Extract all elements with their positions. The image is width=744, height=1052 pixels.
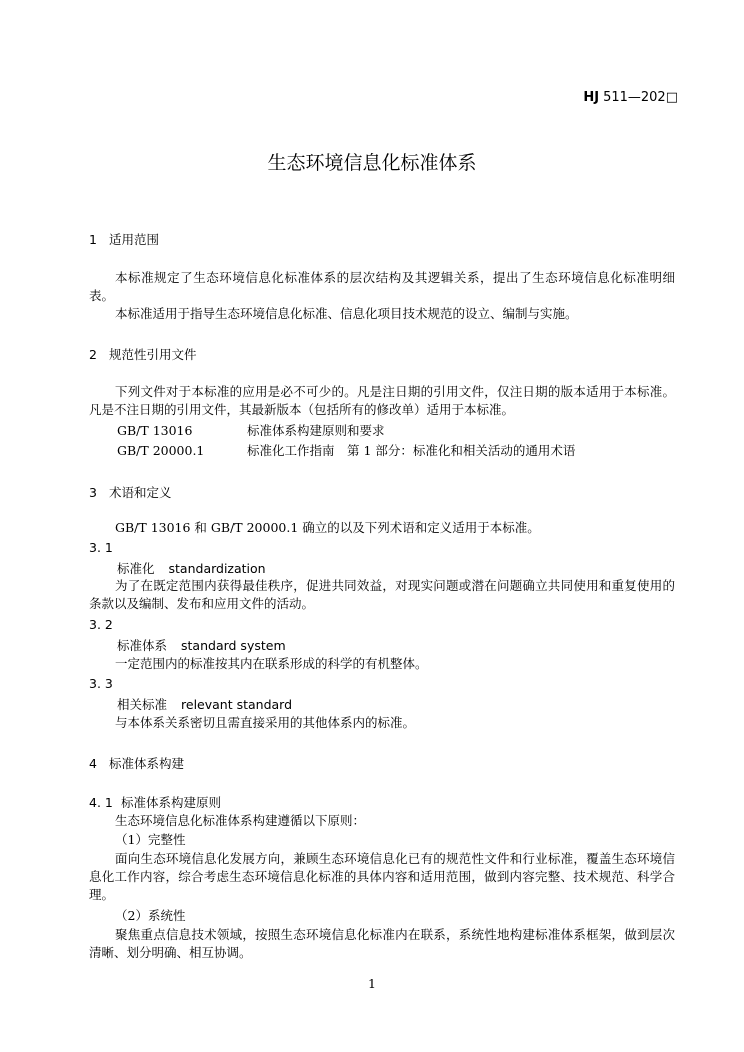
reference-title: 标准体系构建原则和要求 [247, 423, 385, 438]
paragraph: 本标准规定了生态环境信息化标准体系的层次结构及其逻辑关系，提出了生态环境信息化标准明细表。 [89, 270, 675, 303]
document-title: 生态环境信息化标准体系 [267, 152, 477, 174]
section-number: 4 [89, 756, 97, 771]
term-en: standardization [168, 561, 266, 576]
term-number: 3. 1 [89, 540, 113, 555]
term-heading [117, 695, 292, 713]
term-number: 3. 2 [89, 617, 113, 632]
principle-label: （1）完整性 [115, 832, 186, 847]
section-2-heading [89, 345, 197, 363]
term-heading [117, 636, 286, 654]
section-title: 规范性引用文件 [109, 347, 197, 362]
section-number: 3 [89, 485, 97, 500]
document-code [583, 90, 678, 105]
paragraph: 生态环境信息化标准体系构建遵循以下原则： [115, 813, 366, 828]
standard-prefix: HJ [583, 90, 600, 105]
term-en: relevant standard [181, 697, 293, 712]
section-title: 术语和定义 [109, 485, 172, 500]
section-title: 适用范围 [109, 232, 160, 247]
section-title: 标准体系构建 [109, 756, 185, 771]
section-number: 1 [89, 232, 97, 247]
subsection-title: 标准体系构建原则 [121, 795, 222, 810]
subsection-number: 4. 1 [89, 795, 113, 810]
section-number: 2 [89, 347, 97, 362]
reference-code: GB/T 13016 [117, 423, 193, 438]
paragraph: 本标准适用于指导生态环境信息化标准、信息化项目技术规范的设立、编制与实施。 [115, 306, 578, 321]
term-zh: 标准体系 [117, 638, 168, 653]
term-definition: 一定范围内的标准按其内在联系形成的科学的有机整体。 [115, 656, 428, 671]
page-number: 1 [368, 976, 376, 991]
section-3-heading [89, 483, 172, 501]
paragraph: GB/T 13016 和 GB/T 20000.1 确立的以及下列术语和定义适用于本标准。 [115, 520, 540, 535]
section-1-heading [89, 230, 159, 248]
term-definition: 为了在既定范围内获得最佳秩序，促进共同效益，对现实问题或潜在问题确立共同使用和重复使用的条款以及编制、发布和应用文件的活动。 [89, 578, 675, 611]
term-definition: 与本体系关系密切且需直接采用的其他体系内的标准。 [115, 715, 416, 730]
paragraph: 下列文件对于本标准的应用是必不可少的。凡是注日期的引用文件，仅注日期的版本适用于本标准。凡是不注日期的引用文件，其最新版本（包括所有的修改单）适用于本标准。 [89, 384, 675, 417]
section-4-heading [89, 754, 184, 772]
term-heading [117, 559, 266, 577]
principle-label: （2）系统性 [115, 908, 186, 923]
term-zh: 标准化 [117, 561, 155, 576]
reference-title: 标准化工作指南 第 1 部分：标准化和相关活动的通用术语 [247, 443, 576, 458]
term-number: 3. 3 [89, 676, 113, 691]
principle-text: 聚焦重点信息技术领域，按照生态环境信息化标准内在联系，系统性地构建标准体系框架，做到层次清晰、划分明确、相互协调。 [89, 927, 675, 960]
reference-item [117, 421, 385, 439]
principle-text: 面向生态环境信息化发展方向，兼顾生态环境信息化已有的规范性文件和行业标准，覆盖生态环境信息化工作内容，综合考虑生态环境信息化标准的具体内容和适用范围，做到内容完整、技术规范、科学合理。 [89, 851, 675, 902]
reference-code: GB/T 20000.1 [117, 443, 205, 458]
subsection-4-1-heading [89, 793, 221, 811]
standard-number: 511—202□ [603, 90, 678, 105]
reference-item [117, 441, 575, 459]
term-zh: 相关标准 [117, 697, 168, 712]
term-en: standard system [181, 638, 286, 653]
